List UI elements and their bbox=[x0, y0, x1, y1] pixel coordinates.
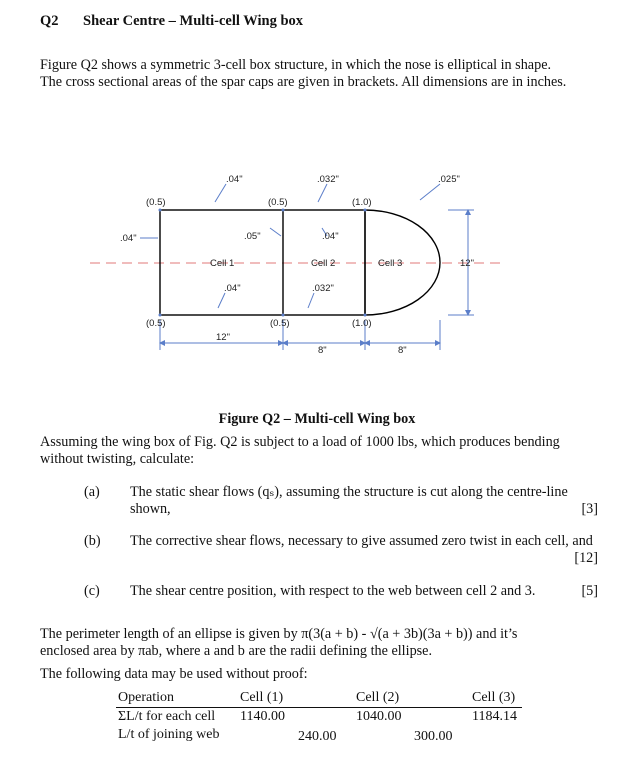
wing-box-figure bbox=[0, 160, 634, 390]
question-number: Q2 bbox=[40, 13, 59, 29]
table-header-operation: Operation bbox=[118, 690, 174, 705]
question-title: Shear Centre – Multi-cell Wing box bbox=[83, 13, 304, 29]
part-a-text: The static shear flows (qₛ), assuming the structure is cut along the centre-line shown, bbox=[130, 484, 568, 517]
table-row2-web12: 240.00 bbox=[298, 729, 337, 744]
figure-caption: Figure Q2 – Multi-cell Wing box bbox=[218, 411, 416, 427]
ellipse-note-line-1: The perimeter length of an ellipse is given by π(3(a + b) - √(a + 3b)(3a + b)) and it’s bbox=[40, 626, 518, 642]
cap-bot-1-label: (0.5) bbox=[146, 318, 166, 329]
part-b-label: (b) bbox=[84, 533, 101, 549]
table-header-cell2: Cell (2) bbox=[356, 690, 400, 705]
part-b-text: The corrective shear flows, necessary to give assumed zero twist in each cell, and bbox=[130, 533, 593, 549]
table-row1-label: ΣL/t for each cell bbox=[118, 709, 216, 724]
table-header-rule bbox=[116, 707, 522, 708]
table-row1-cell2: 1040.00 bbox=[356, 709, 402, 724]
cell-1-label: Cell 1 bbox=[210, 258, 235, 269]
web23-thickness: .04" bbox=[322, 231, 339, 242]
part-c-marks: [5] bbox=[581, 583, 598, 599]
ellipse-note-line-2: enclosed area by πab, where a and b are the radii defining the ellipse. bbox=[40, 643, 433, 659]
top-thickness-cell1: .04" bbox=[226, 174, 243, 185]
cell-3-label: Cell 3 bbox=[378, 258, 403, 269]
top-thickness-cell2: .032" bbox=[317, 174, 339, 185]
table-row2-web23: 300.00 bbox=[414, 729, 453, 744]
table-row2-label: L/t of joining web bbox=[118, 727, 220, 742]
nose-thickness: .025" bbox=[438, 174, 460, 185]
data-intro: The following data may be used without proof: bbox=[40, 666, 308, 682]
part-b-marks: [12] bbox=[574, 550, 598, 566]
table-row1-cell1: 1140.00 bbox=[240, 709, 285, 724]
dim-width-cell2: 8" bbox=[318, 345, 327, 356]
part-c-text: The shear centre position, with respect to the web between cell 2 and 3. bbox=[130, 583, 536, 599]
intro-line-1: Figure Q2 shows a symmetric 3-cell box structure, in which the nose is elliptical in shape. bbox=[40, 57, 552, 73]
prompt-line-2: without twisting, calculate: bbox=[40, 451, 195, 467]
bottom-thickness-cell2: .032" bbox=[312, 283, 334, 294]
left-web-thickness: .04" bbox=[120, 233, 137, 244]
part-a-marks: [3] bbox=[581, 501, 598, 517]
cap-top-3-label: (1.0) bbox=[352, 197, 372, 208]
cap-bot-3-label: (1.0) bbox=[352, 318, 372, 329]
cap-bot-2-label: (0.5) bbox=[270, 318, 290, 329]
intro-line-2: The cross sectional areas of the spar caps are given in brackets. All dimensions are in inches. bbox=[40, 74, 567, 90]
cap-top-2-label: (0.5) bbox=[268, 197, 288, 208]
table-header-cell3: Cell (3) bbox=[472, 690, 516, 705]
part-a-label: (a) bbox=[84, 484, 100, 500]
dim-height: 12" bbox=[460, 258, 474, 269]
web12-thickness: .05" bbox=[244, 231, 261, 242]
part-c-label: (c) bbox=[84, 583, 100, 599]
prompt-line-1: Assuming the wing box of Fig. Q2 is subject to a load of 1000 lbs, which produces bending bbox=[40, 434, 560, 450]
cell-2-label: Cell 2 bbox=[311, 258, 336, 269]
table-header-cell1: Cell (1) bbox=[240, 690, 284, 705]
cap-top-1-label: (0.5) bbox=[146, 197, 166, 208]
dim-width-cell1: 12" bbox=[216, 332, 230, 343]
table-row1-cell3: 1184.14 bbox=[472, 709, 517, 724]
bottom-thickness-cell1: .04" bbox=[224, 283, 241, 294]
dim-width-cell3: 8" bbox=[398, 345, 407, 356]
